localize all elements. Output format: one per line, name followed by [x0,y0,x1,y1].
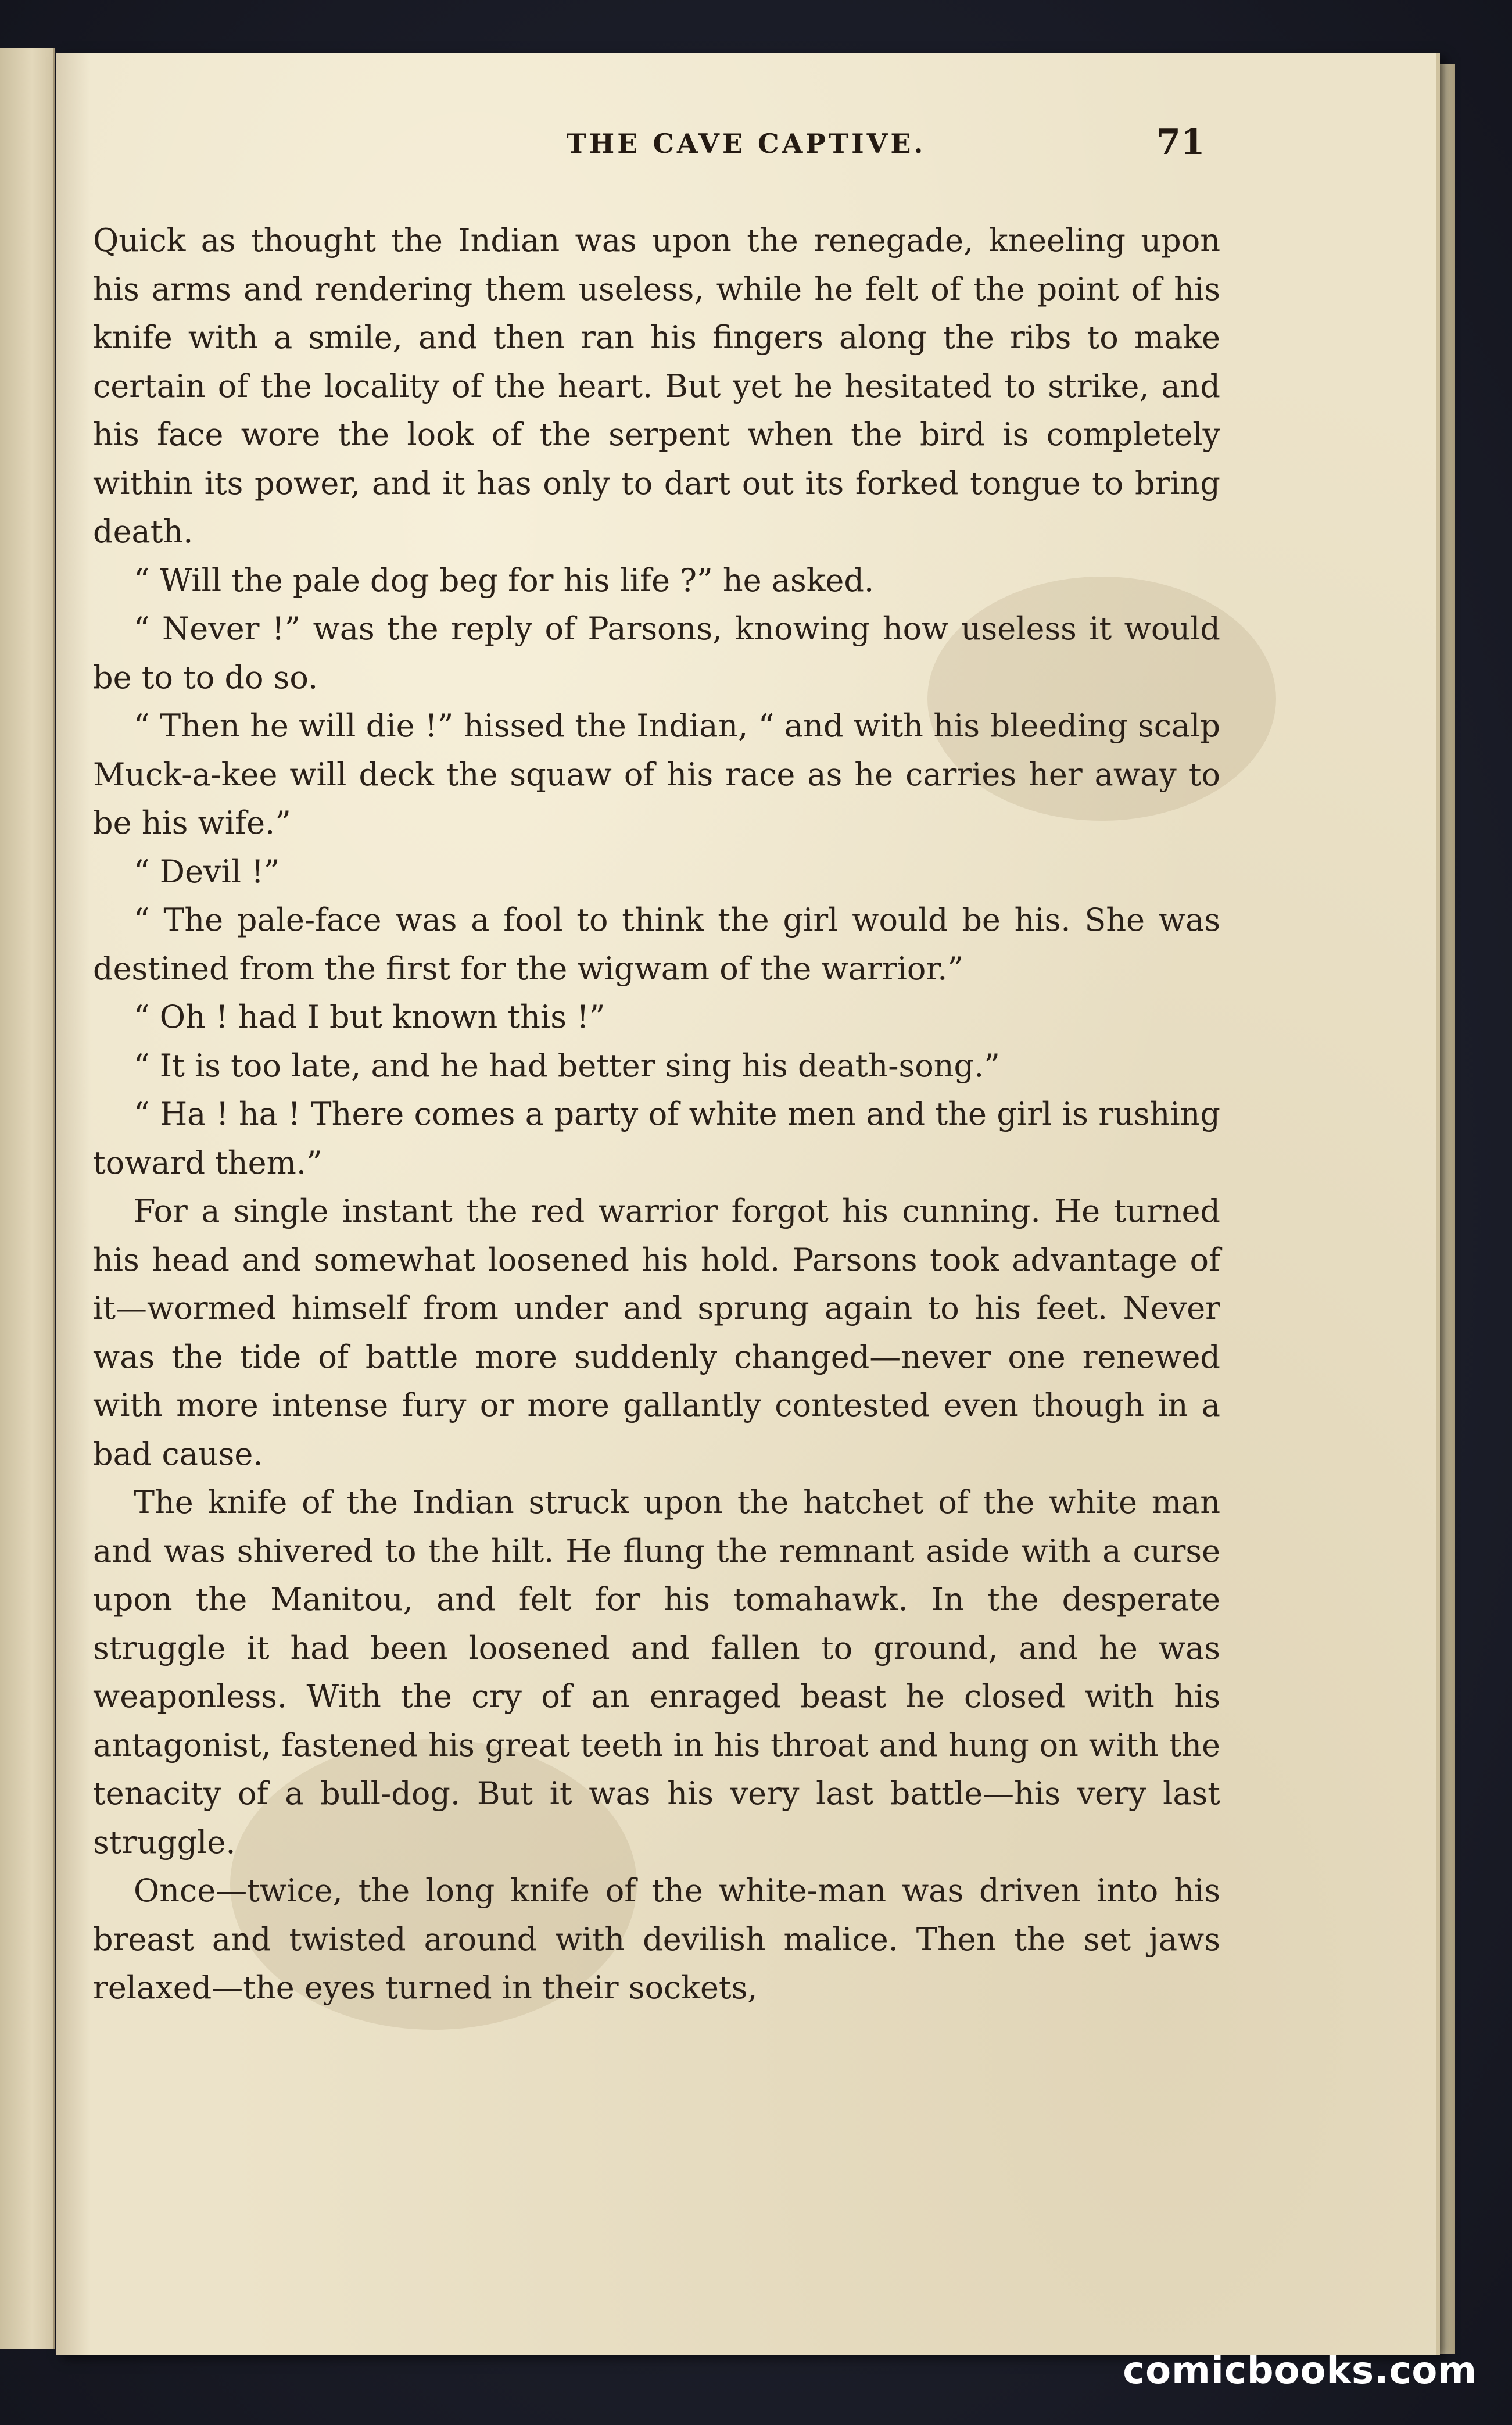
paragraph: Once—twice, the long knife of the white-man was driven into his breast and twisted around with devilish malice. Then the set jaws relaxed—the eyes turned in their sockets, [93,1872,1220,2006]
page-number: 71 [1156,122,1205,163]
paragraph: For a single instant the red warrior forgot his cunning. He turned his head and somewhat loosened his hold. Parsons took advantage of it—wormed himself from under and sprung again to his feet. Never was the tide of battle more suddenly changed—never one renewed with more intense fury or more gallantly contested even though in a bad cause. [93,1193,1220,1472]
facing-page-edge [0,48,55,2349]
paragraph: “ The pale-face was a fool to think the girl would be his. She was destined from the first for the wigwam of the warrior.” [93,902,1220,987]
paragraph: “ Will the pale dog beg for his life ?” he asked. [134,561,875,599]
paragraph: “ Devil !” [134,853,280,890]
body-text [93,216,1220,2012]
paragraph: The knife of the Indian struck upon the hatchet of the white man and was shivered to the hilt. He flung the remnant aside with a curse upon the Manitou, and felt for his tomahawk. In the desperate struggle it had been loosened and fallen to ground, and he was weaponless. With the cry of an enraged beast he closed with his antagonist, fastened his great teeth in his throat and hung on with the tenacity of a bull-dog. But it was his very last battle—his very last struggle. [93,1484,1220,1861]
paragraph: “ Never !” was the reply of Parsons, knowing how useless it would be to to do so. [93,610,1220,696]
paragraph: “ Oh ! had I but known this !” [134,999,605,1035]
watermark: comicbooks.com [1123,2349,1477,2392]
paragraph: Quick as thought the Indian was upon the renegade, kneeling upon his arms and rendering them useless, while he felt of the point of his knife with a smile, and then ran his fingers along the ribs to make certain of the locality of the heart. But yet he hesitated to strike, and his face wore the look of the serpent when the bird is completely within its power, and it has only to dart out its forked tongue to bring death. [93,222,1220,550]
paragraph: “ Ha ! ha ! There comes a party of white men and the girl is rushing toward them.” [93,1096,1220,1181]
paragraph: “ Then he will die !” hissed the Indian, “ and with his bleeding scalp Muck-a-kee will deck the squaw of his race as he carries her away to be his wife.” [93,707,1220,841]
running-head: THE CAVE CAPTIVE. [566,128,926,159]
paragraph: “ It is too late, and he had better sing his death-song.” [134,1047,1000,1084]
